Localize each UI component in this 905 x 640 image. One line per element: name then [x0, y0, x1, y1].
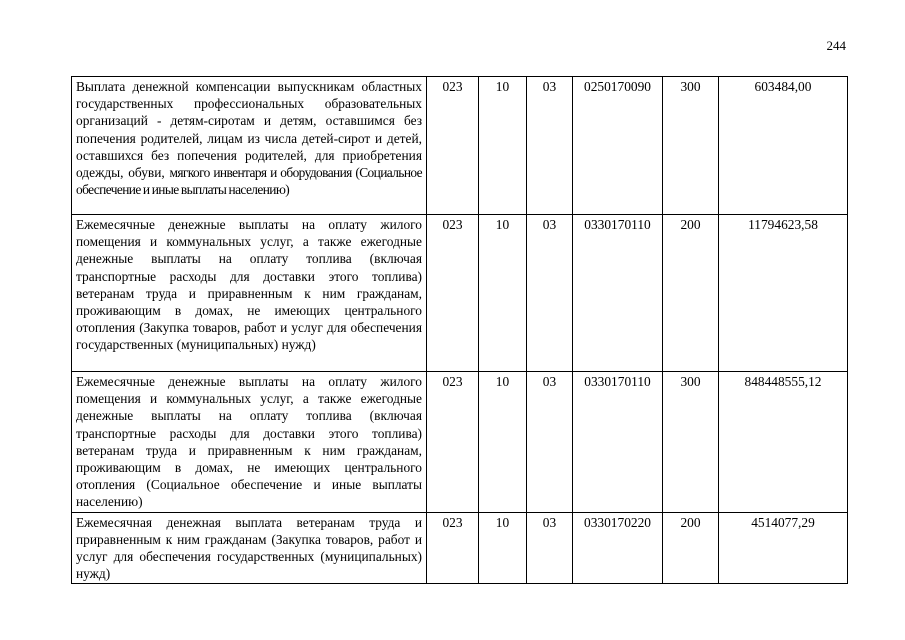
target-article-code: 0330170110 — [573, 372, 663, 513]
subsection-code: 03 — [527, 512, 573, 584]
description-text: Выплата денежной компенсации выпускникам областных государственных профессиональных образовательных организаций - детям-сиротам и детям, оставшимся без попечения родителей, лицам из числа детей-сирот и детей, оставшихся без попечения родителей, для приобретения одежды, обуви, — [76, 79, 422, 181]
expense-type-code: 200 — [663, 512, 719, 584]
page-number: 244 — [826, 38, 846, 53]
subsection-code: 03 — [527, 372, 573, 513]
expense-description — [72, 77, 427, 215]
target-article-code: 0330170220 — [573, 512, 663, 584]
ministry-code: 023 — [427, 215, 479, 372]
section-code: 10 — [479, 372, 527, 513]
expense-description: Ежемесячные денежные выплаты на оплату жилого помещения и коммунальных услуг, а также ежегодные денежные выплаты на оплату топлива (включая транспортные расходы для доставки этого топлива) ветеранам труда и приравненным к ним гражданам, проживающим в домах, не имеющих центрального отопления (Закупка товаров, работ и услуг для обеспечения государственных (муниципальных) нужд) — [72, 215, 427, 372]
ministry-code: 023 — [427, 77, 479, 215]
amount: 848448555,12 — [719, 372, 848, 513]
amount: 11794623,58 — [719, 215, 848, 372]
ministry-code: 023 — [427, 372, 479, 513]
section-code: 10 — [479, 512, 527, 584]
expense-type-code: 300 — [663, 372, 719, 513]
expense-type-code: 300 — [663, 77, 719, 215]
ministry-code: 023 — [427, 512, 479, 584]
expense-description: Ежемесячная денежная выплата ветеранам труда и приравненным к ним гражданам (Закупка товаров, работ и услуг для обеспечения государственных (муниципальных) нужд) — [72, 512, 427, 584]
amount: 4514077,29 — [719, 512, 848, 584]
target-article-code: 0250170090 — [573, 77, 663, 215]
subsection-code: 03 — [527, 77, 573, 215]
table-row — [72, 215, 848, 372]
table-row — [72, 512, 848, 584]
budget-table — [71, 76, 848, 584]
table-row — [72, 372, 848, 513]
subsection-code: 03 — [527, 215, 573, 372]
expense-type-code: 200 — [663, 215, 719, 372]
description-text-condensed: мягкого инвентаря и оборудования (Социальное обеспечение и иные выплаты населению) — [76, 165, 422, 198]
amount: 603484,00 — [719, 77, 848, 215]
section-code: 10 — [479, 215, 527, 372]
target-article-code: 0330170110 — [573, 215, 663, 372]
section-code: 10 — [479, 77, 527, 215]
expense-description: Ежемесячные денежные выплаты на оплату жилого помещения и коммунальных услуг, а также ежегодные денежные выплаты на оплату топлива (включая транспортные расходы для доставки этого топлива) ветеранам труда и приравненным к ним гражданам, проживающим в домах, не имеющих центрального отопления (Социальное обеспечение и иные выплаты населению) — [72, 372, 427, 513]
table-row — [72, 77, 848, 215]
